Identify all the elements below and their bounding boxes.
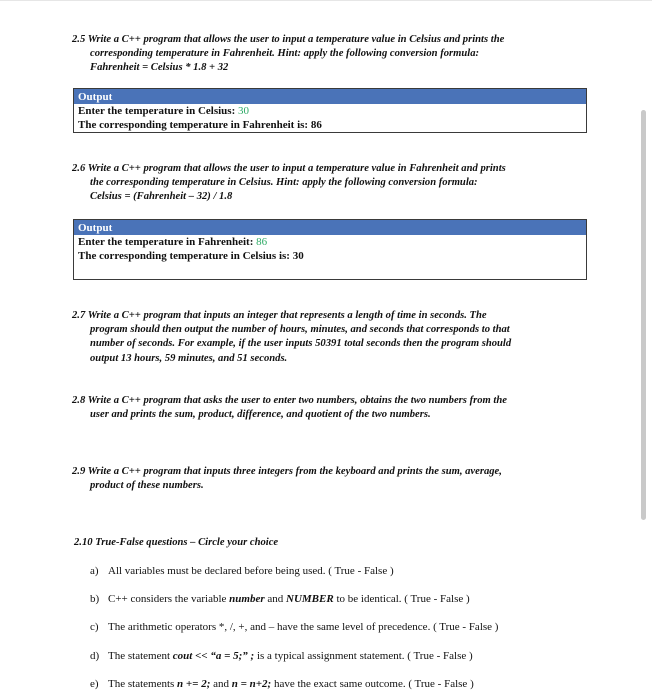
question-2-8 (72, 394, 592, 422)
vertical-scrollbar[interactable] (641, 110, 646, 520)
question-text: program should then output the number of hours, minutes, and seconds that corresponds to that (90, 324, 510, 336)
item-text: The statement (108, 650, 173, 662)
output-input-value: 30 (238, 105, 249, 117)
question-number: 2.6 (72, 163, 86, 174)
question-number: 2.7 (72, 310, 86, 321)
output-result: The corresponding temperature in Fahrenheit is: 86 (78, 119, 322, 131)
question-text: user and prints the sum, product, difference, and quotient of the two numbers. (90, 409, 431, 421)
item-letter: c) (90, 621, 99, 633)
question-text: Write a C++ program that inputs three integers from the keyboard and prints the sum, average, (87, 466, 502, 477)
question-2-6 (72, 162, 592, 205)
item-text: is a typical assignment statement. ( True - False ) (254, 650, 473, 662)
output-header: Output (74, 89, 586, 104)
question-text: corresponding temperature in Fahrenheit. Hint: apply the following conversion formula: (90, 48, 480, 60)
item-emphasis: n += 2; (177, 678, 211, 690)
output-prompt-line (74, 235, 586, 249)
question-text: output 13 hours, 59 minutes, and 51 seconds. (90, 352, 288, 364)
item-letter: b) (90, 593, 100, 605)
output-box-2-5 (73, 88, 587, 133)
item-text: have the exact same outcome. ( True - False ) (271, 678, 474, 690)
item-text: The arithmetic operators *, /, +, and – have the same level of precedence. ( True - False ) (108, 621, 499, 633)
question-2-5 (72, 33, 592, 76)
question-2-7 (72, 309, 592, 366)
question-number: 2.5 (72, 34, 86, 45)
item-text: and (264, 593, 287, 605)
question-text: Write a C++ program that allows the user to input a temperature value in Fahrenheit and prints (87, 163, 506, 174)
formula: Celsius = (Fahrenheit – 32) / 1.8 (90, 191, 233, 203)
output-result: The corresponding temperature in Celsius is: 30 (78, 250, 304, 262)
question-text: Write a C++ program that asks the user to enter two numbers, obtains the two numbers from the (87, 395, 507, 406)
output-input-value: 86 (256, 236, 268, 248)
output-header: Output (74, 220, 586, 235)
question-number: 2.9 (72, 466, 86, 477)
question-text: number of seconds. For example, if the user inputs 50391 total seconds then the program should (90, 338, 512, 350)
output-prompt: Enter the temperature in Celsius: (78, 105, 238, 117)
item-emphasis: cout << “a = 5;” ; (172, 650, 255, 662)
item-letter: e) (90, 678, 99, 690)
tf-item-c (90, 621, 498, 633)
tf-item-e (90, 678, 474, 690)
item-emphasis: n = n+2; (231, 678, 272, 690)
item-emphasis: NUMBER (286, 593, 334, 605)
question-text: Write a C++ program that allows the user to input a temperature value in Celsius and prints the (87, 34, 505, 45)
question-text: the corresponding temperature in Celsius. Hint: apply the following conversion formula: (90, 177, 478, 189)
item-text: C++ considers the variable (108, 593, 230, 605)
output-prompt-line (74, 104, 586, 118)
item-text: to be identical. ( True - False ) (333, 593, 470, 605)
item-letter: d) (90, 650, 100, 662)
item-letter: a) (90, 565, 99, 577)
question-2-9 (72, 465, 592, 493)
item-text: The statements (108, 678, 178, 690)
true-false-title: 2.10 True-False questions – Circle your choice (74, 537, 279, 548)
formula: Fahrenheit = Celsius * 1.8 + 32 (90, 62, 229, 74)
tf-item-a (90, 565, 394, 577)
output-prompt: Enter the temperature in Fahrenheit: (78, 236, 257, 248)
item-emphasis: number (229, 593, 265, 605)
tf-item-b (90, 593, 470, 605)
question-number: 2.8 (72, 395, 86, 406)
item-text: All variables must be declared before being used. ( True - False ) (108, 565, 394, 577)
item-text: and (210, 678, 232, 690)
question-text: Write a C++ program that inputs an integer that represents a length of time in seconds. The (87, 310, 487, 321)
output-box-2-6 (73, 219, 587, 280)
question-text: product of these numbers. (90, 480, 204, 492)
tf-item-d (90, 650, 473, 662)
